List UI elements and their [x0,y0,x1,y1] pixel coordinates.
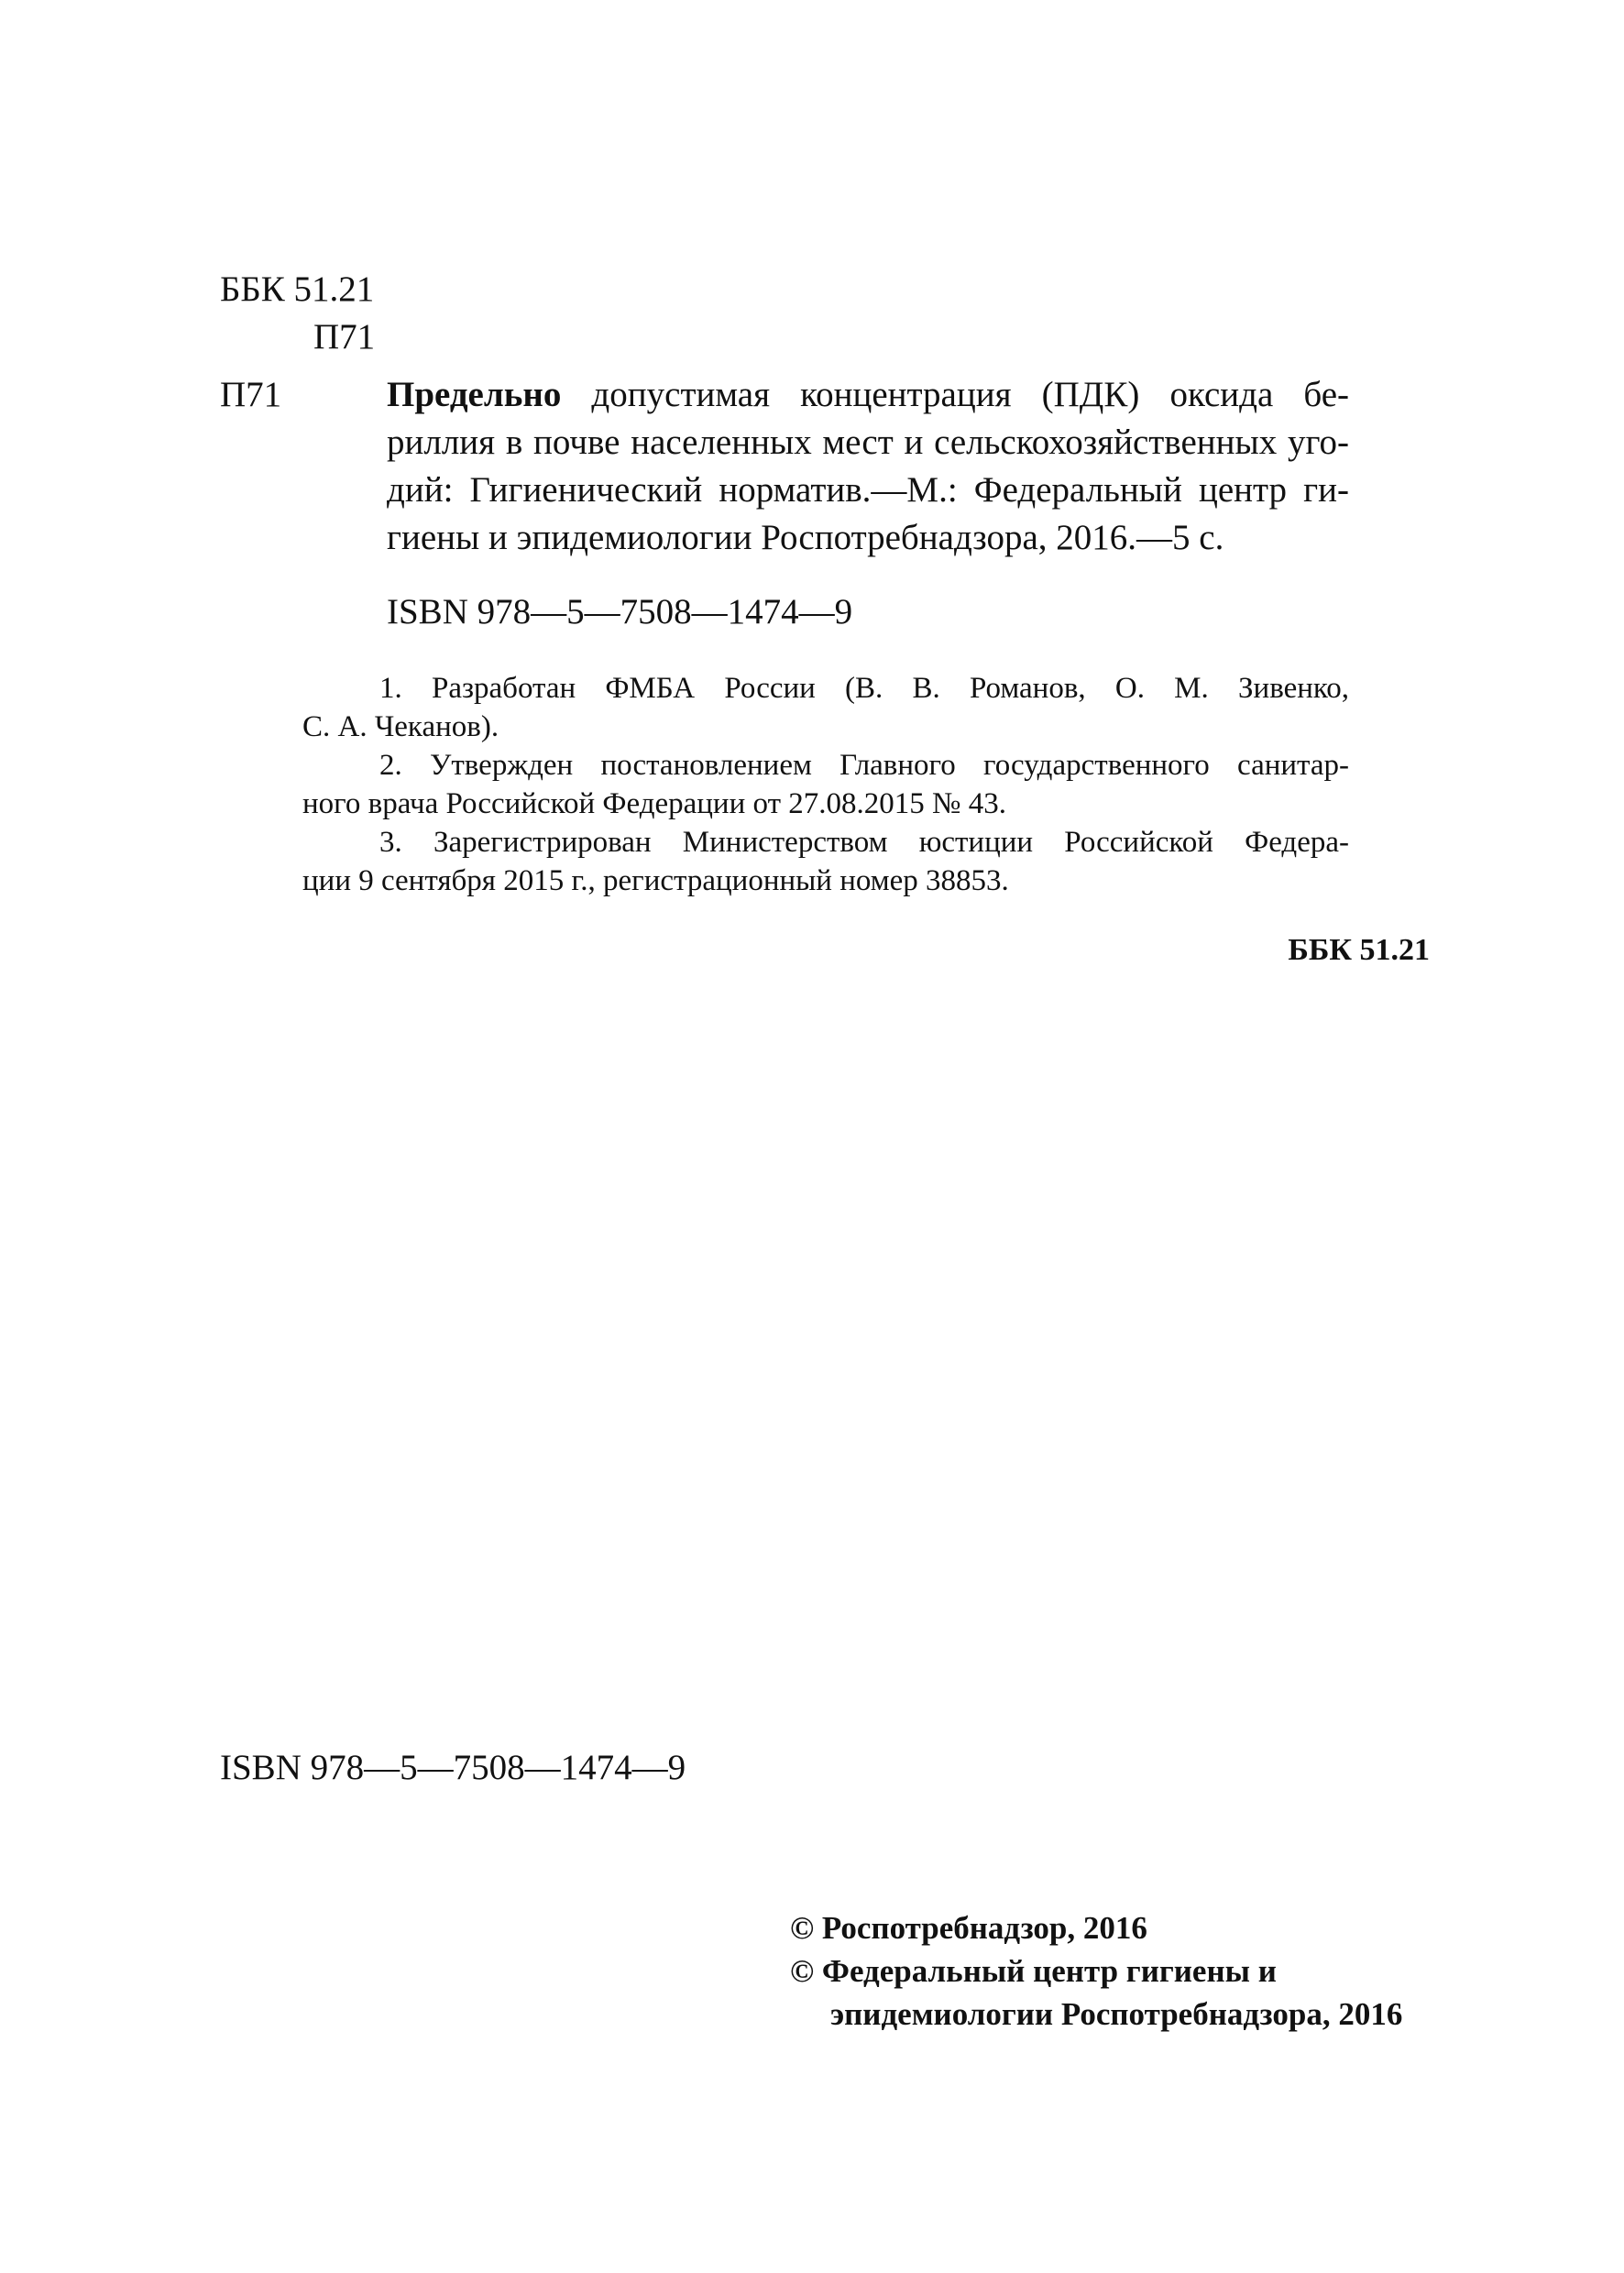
author-mark: П71 [313,317,376,357]
note-line: ции 9 сентября 2015 г., регистрационный номер 38853. [302,864,1009,897]
entry-line: дий: Гигиенический норматив.—М.: Федеральный центр ги- [387,470,1349,510]
entry-title-lead: Предельно [387,375,562,414]
note-line: С. А. Чеканов). [302,710,499,743]
entry-line: гиены и эпидемиологии Роспотребнадзора, 2016.—5 с. [387,518,1224,557]
copyright-line: эпидемиологии Роспотребнадзора, 2016 [830,1996,1403,2032]
entry-line: риллия в почве населенных мест и сельскохозяйственных уго- [387,423,1349,462]
copyright-line: © Роспотребнадзор, 2016 [790,1910,1147,1946]
entry-line-text: допустимая концентрация (ПДК) оксида бе- [561,375,1349,414]
note-registered [302,823,1349,900]
isbn-entry: ISBN 978—5—7508—1474—9 [387,592,853,631]
bbk-code-right: ББК 51.21 [1288,933,1430,967]
note-line: 3. Зарегистрирован Министерством юстиции Российской Федера- [379,826,1349,859]
copyright-block [790,1906,1402,2036]
note-line: ного врача Российской Федерации от 27.08.2015 № 43. [302,787,1006,820]
entry-author-mark: П71 [220,375,282,414]
copyright-line: © Федеральный центр гигиены и [790,1953,1277,1989]
entry-line [387,371,1349,419]
note-approved [302,746,1349,823]
entry-description [387,371,1349,562]
note-line: 1. Разработан ФМБА России (В. В. Романов, О. М. Зивенко, [379,672,1349,705]
bbk-classification [220,266,375,361]
bbk-code: ББК 51.21 [220,269,375,309]
isbn-bottom: ISBN 978—5—7508—1474—9 [220,1748,686,1787]
note-line: 2. Утвержден постановлением Главного государственного санитар- [379,749,1349,782]
note-developed [302,669,1349,746]
notes-list [302,669,1349,900]
